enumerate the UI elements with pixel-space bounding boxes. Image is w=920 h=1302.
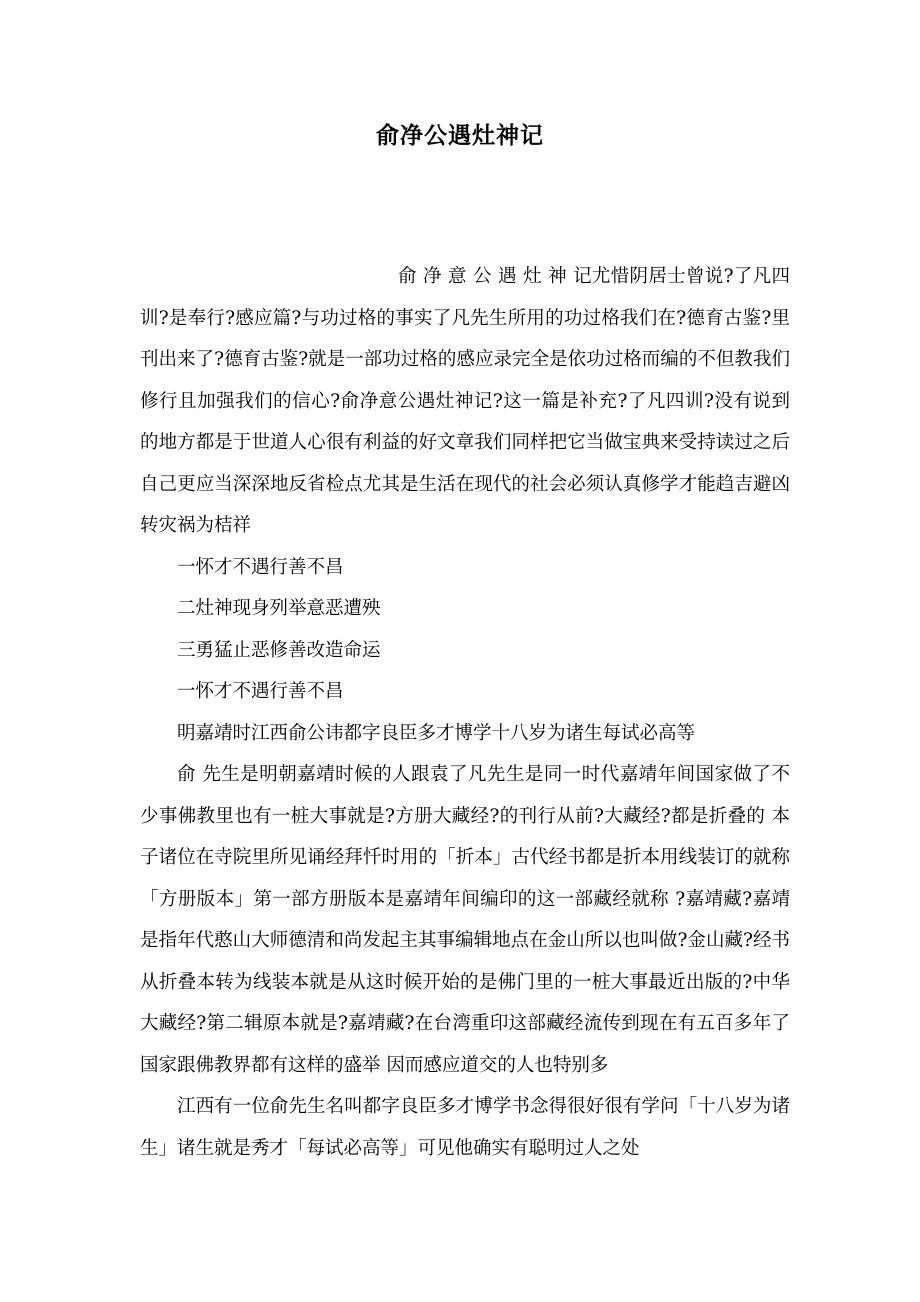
commentary-paragraph: 俞 先生是明朝嘉靖时候的人跟袁了凡先生是同一时代嘉靖年间国家做了不少事佛教里也有一桩大事就是?方册大藏经?的刊行从前?大藏经?都是折叠的 本子诸位在寺院里所见诵经拜忏时用的「折本」古代经书都是折本用线装订的就称「方册版本」第一部方册版本是嘉靖年间编印的这一部藏经就称 ?嘉靖藏?嘉靖是指年代憨山大师德清和尚发起主其事编辑地点在金山所以也叫做?金山藏?经书从折叠本转为线装本就是从这时候开始的是佛门里的一桩大事最近出版的?中华大藏经?第二辑原本就是?嘉靖藏?在台湾重印这部藏经流传到现在有五百多年了国家跟佛教界都有这样的盛举 因而感应道交的人也特别多 bbox=[140, 764, 790, 1076]
outline-item-1: 一怀才不遇行善不昌 bbox=[177, 556, 344, 578]
document-body bbox=[140, 256, 790, 1169]
outline-item-3: 三勇猛止恶修善改造命运 bbox=[177, 639, 381, 661]
commentary-paragraph: 江西有一位俞先生名叫都字良臣多才博学书念得很好很有学问「十八岁为诸生」诸生就是秀才「每试必高等」可见他确实有聪明过人之处 bbox=[140, 1096, 790, 1159]
outline-item-2: 二灶神现身列举意恶遭殃 bbox=[177, 598, 381, 619]
document-title: 俞净公遇灶神记 bbox=[376, 122, 544, 149]
scripture-quote: 明嘉靖时江西俞公讳都字良臣多才博学十八岁为诸生每试必高等 bbox=[177, 722, 696, 744]
section-heading: 一怀才不遇行善不昌 bbox=[177, 681, 344, 702]
intro-paragraph: 俞 净 意 公 遇 灶 神 记尤惜阴居士曾说?了凡四训?是奉行?感应篇?与功过格的事实了凡先生所用的功过格我们在?德育古鉴?里刊出来了?德育古鉴?就是一部功过格的感应录完全是依功过格而编的不但教我们修行且加强我们的信心?俞净意公遇灶神记?这一篇是补充?了凡四训?没有说到的地方都是于世道人心很有利益的好文章我们同样把它当做宝典来受持读过之后自己更应当深深地反省检点尤其是生活在现代的社会必须认真修学才能趋吉避凶转灾祸为桔祥 bbox=[140, 266, 790, 536]
